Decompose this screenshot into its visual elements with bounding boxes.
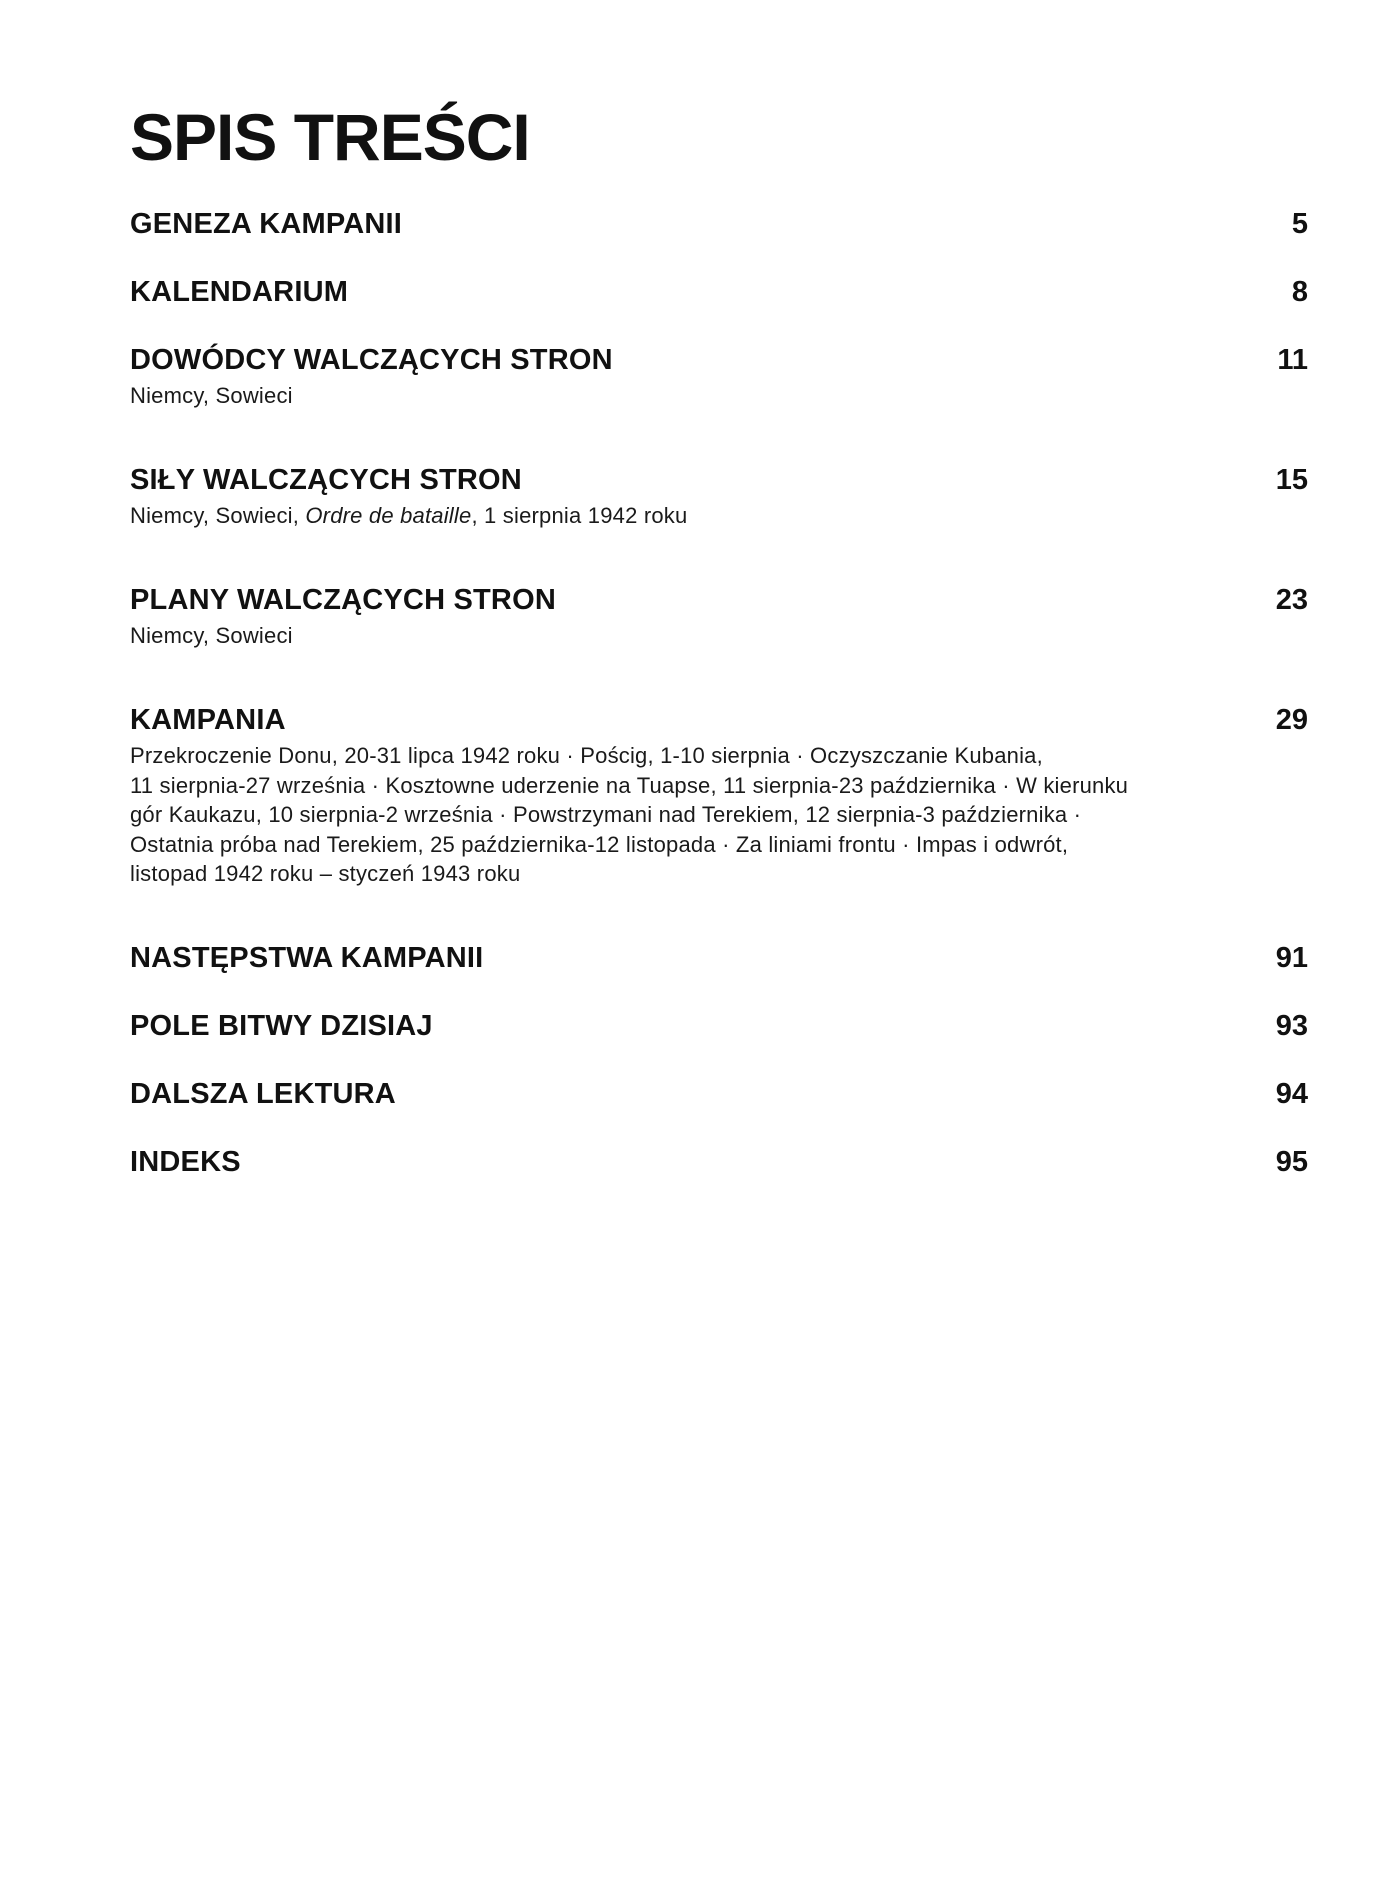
toc-entry-title[interactable]: DOWÓDCY WALCZĄCYCH STRON [130, 344, 613, 376]
toc-entry-pole-bitwy[interactable] [130, 1009, 1308, 1043]
toc-entry-page-number[interactable]: 93 [1275, 1010, 1308, 1042]
toc-entry-page-number[interactable]: 94 [1275, 1078, 1308, 1110]
toc-entry-row [130, 207, 1308, 241]
toc-entry-page-number[interactable]: 5 [1291, 208, 1308, 240]
toc-entry-title[interactable]: KAMPANIA [130, 704, 286, 736]
toc-entry-title[interactable]: POLE BITWY DZISIAJ [130, 1010, 433, 1042]
toc-entry-subtitle [130, 741, 1240, 889]
page-title: SPIS TREŚCI [130, 100, 530, 174]
toc-entry-page-number[interactable]: 8 [1291, 276, 1308, 308]
toc-entry-row [130, 463, 1308, 497]
toc-entry-dowodcy[interactable] [130, 343, 1308, 411]
subtitle-line: 11 sierpnia-27 września · Kosztowne uderzenie na Tuapse, 11 sierpnia-23 października · W kierunku [130, 772, 1129, 798]
toc-entry-page-number[interactable]: 29 [1275, 704, 1308, 736]
toc-entry-row [130, 941, 1308, 975]
toc-page [130, 0, 1308, 1888]
subtitle-line: Ostatnia próba nad Terekiem, 25 października-12 listopada · Za liniami frontu · Impas i odwrót, [130, 831, 1069, 857]
subtitle-text: Niemcy, Sowieci, [130, 503, 306, 528]
toc-entry-page-number[interactable]: 11 [1277, 344, 1308, 376]
toc-entry-title[interactable]: INDEKS [130, 1146, 241, 1178]
toc-entry-title[interactable]: SIŁY WALCZĄCYCH STRON [130, 464, 522, 496]
toc-entry-page-number[interactable]: 15 [1275, 464, 1308, 496]
toc-entry-kalendarium[interactable] [130, 275, 1308, 309]
subtitle-line: listopad 1942 roku – styczeń 1943 roku [130, 861, 521, 886]
toc-entry-title[interactable]: KALENDARIUM [130, 276, 349, 308]
toc-entry-row [130, 1145, 1308, 1179]
toc-entry-title[interactable]: NASTĘPSTWA KAMPANII [130, 942, 484, 974]
toc-entry-row [130, 703, 1308, 737]
subtitle-line: gór Kaukazu, 10 sierpnia-2 września · Powstrzymani nad Terekiem, 12 sierpnia-3 października · [130, 802, 1082, 827]
toc-entry-subtitle: Niemcy, Sowieci [130, 383, 293, 408]
toc-entry-row [130, 275, 1308, 309]
toc-entry-row [130, 1077, 1308, 1111]
toc-entry-indeks[interactable] [130, 1145, 1308, 1179]
toc-entry-subtitle: Niemcy, Sowieci [130, 623, 293, 648]
toc-entry-page-number[interactable]: 23 [1275, 584, 1308, 616]
toc-entry-page-number[interactable]: 91 [1275, 942, 1308, 974]
toc-entry-nastepstwa[interactable] [130, 941, 1308, 975]
toc-entry-kampania[interactable] [130, 703, 1308, 889]
subtitle-italic-text: Ordre de bataille [305, 503, 472, 528]
toc-entry-row [130, 583, 1308, 617]
toc-entry-title[interactable]: GENEZA KAMPANII [130, 208, 403, 240]
toc-entry-row [130, 343, 1308, 377]
toc-entry-title[interactable]: DALSZA LEKTURA [130, 1078, 396, 1110]
subtitle-line: Przekroczenie Donu, 20-31 lipca 1942 roku · Pościg, 1-10 sierpnia · Oczyszczanie Kubania, [130, 743, 1043, 768]
toc-entry-page-number[interactable]: 95 [1275, 1146, 1308, 1178]
toc-entry-plany[interactable] [130, 583, 1308, 651]
toc-entry-subtitle [130, 501, 1240, 531]
toc-entry-title[interactable]: PLANY WALCZĄCYCH STRON [130, 584, 556, 616]
toc-entry-row [130, 1009, 1308, 1043]
toc-entry-sily[interactable] [130, 463, 1308, 531]
subtitle-text: , 1 sierpnia 1942 roku [471, 503, 688, 528]
toc-entry-dalsza-lektura[interactable] [130, 1077, 1308, 1111]
toc-entry-geneza[interactable] [130, 207, 1308, 241]
